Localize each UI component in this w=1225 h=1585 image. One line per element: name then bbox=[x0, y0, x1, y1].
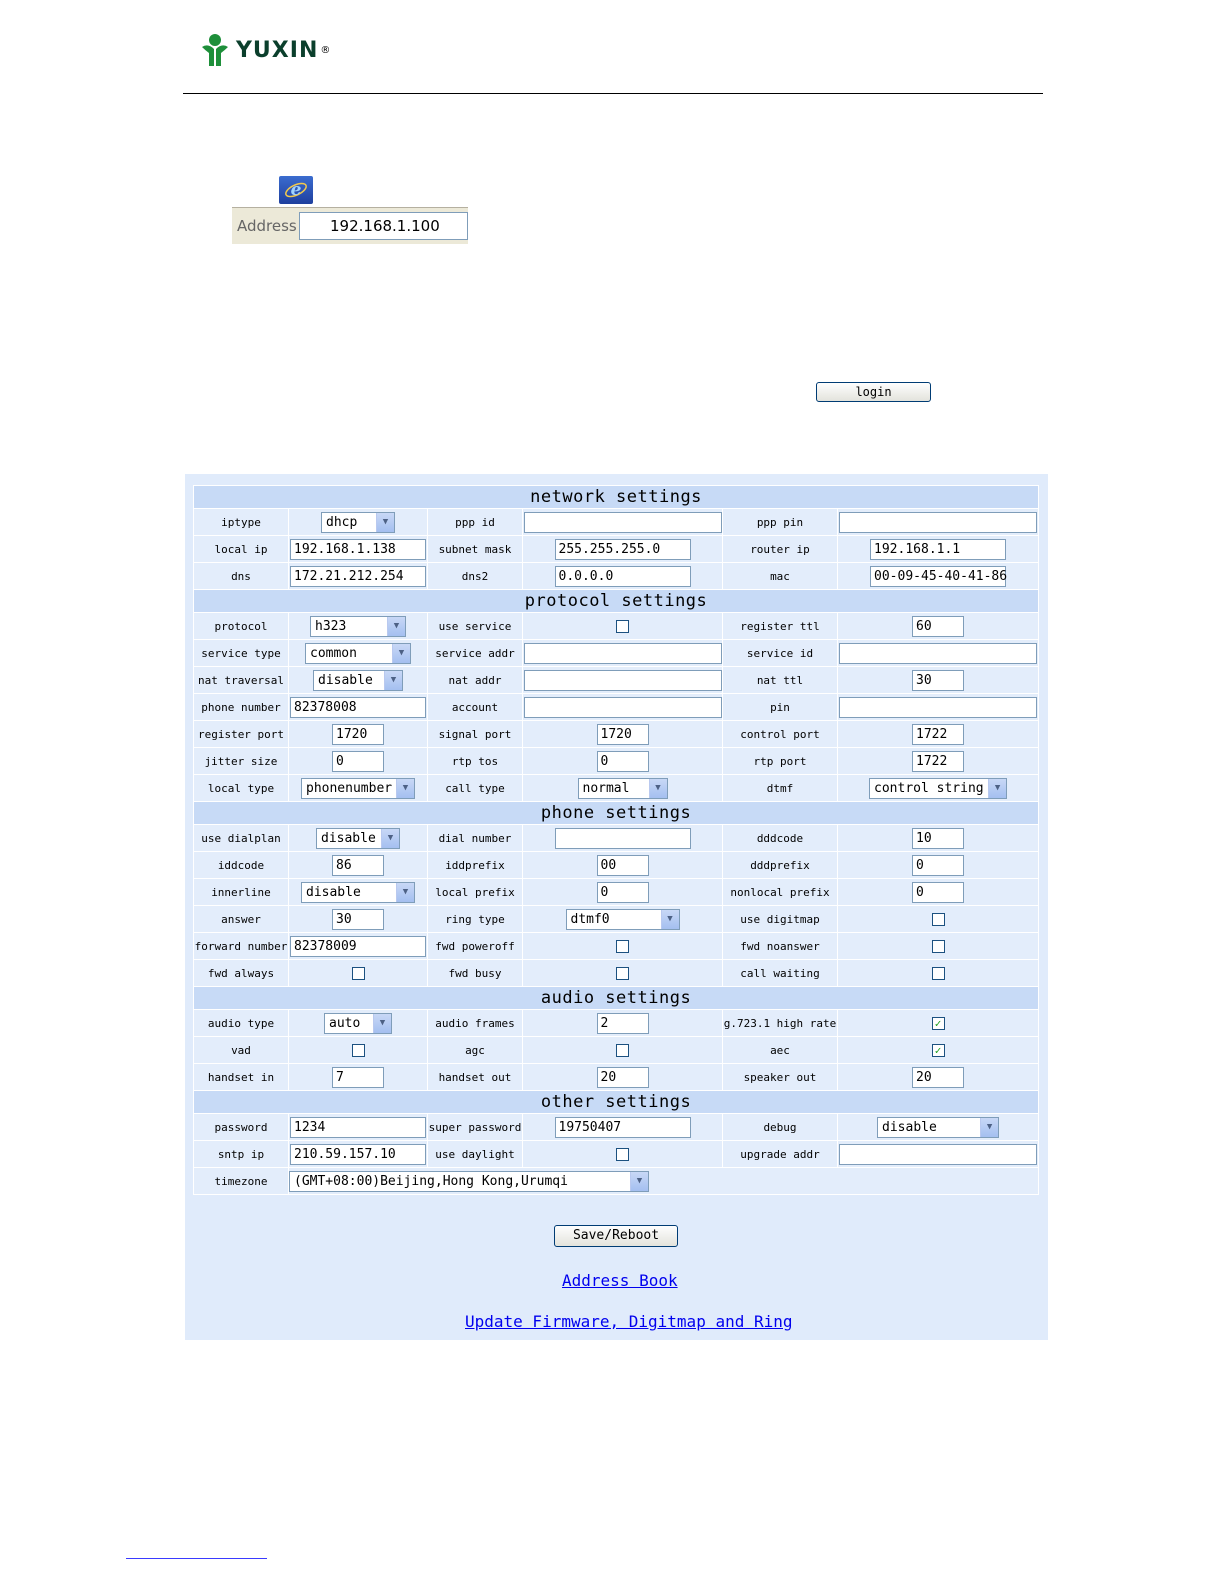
dns-input[interactable]: 172.21.212.254 bbox=[290, 566, 426, 587]
local-prefix-input[interactable]: 0 bbox=[597, 882, 649, 903]
dial-number-input[interactable] bbox=[555, 828, 691, 849]
dddprefix-label: dddprefix bbox=[723, 852, 837, 878]
subnet-mask-label: subnet mask bbox=[428, 536, 522, 562]
address-book-link[interactable]: Address Book bbox=[562, 1271, 678, 1290]
audio-frames-label: audio frames bbox=[428, 1010, 522, 1036]
browser-address-bar bbox=[232, 207, 468, 244]
vad-checkbox[interactable] bbox=[352, 1044, 365, 1057]
timezone-label: timezone bbox=[194, 1168, 288, 1194]
vad-label: vad bbox=[194, 1037, 288, 1063]
debug-select[interactable]: disable ▼ bbox=[877, 1117, 999, 1138]
use-dialplan-select[interactable]: disable ▼ bbox=[316, 828, 400, 849]
ppp-id-label: ppp id bbox=[428, 509, 522, 535]
local-prefix-label: local prefix bbox=[428, 879, 522, 905]
nat-addr-label: nat addr bbox=[428, 667, 522, 693]
nat-traversal-select[interactable]: disable ▼ bbox=[313, 670, 403, 691]
g7231-high-rate-checkbox[interactable]: ✓ bbox=[932, 1017, 945, 1030]
local-type-label: local type bbox=[194, 775, 288, 801]
sntp-ip-label: sntp ip bbox=[194, 1141, 288, 1167]
debug-label: debug bbox=[723, 1114, 837, 1140]
internet-explorer-icon[interactable] bbox=[279, 176, 313, 204]
chevron-down-icon: ▼ bbox=[649, 779, 667, 798]
password-input[interactable]: 1234 bbox=[290, 1117, 426, 1138]
dns2-input[interactable]: 0.0.0.0 bbox=[555, 566, 691, 587]
chevron-down-icon: ▼ bbox=[396, 779, 414, 798]
g7231-high-rate-label: g.723.1 high rate bbox=[723, 1010, 837, 1036]
use-service-checkbox[interactable] bbox=[616, 620, 629, 633]
handset-out-input[interactable]: 20 bbox=[597, 1067, 649, 1088]
iddprefix-input[interactable]: 00 bbox=[597, 855, 649, 876]
use-daylight-label: use daylight bbox=[428, 1141, 522, 1167]
ring-type-label: ring type bbox=[428, 906, 522, 932]
chevron-down-icon: ▼ bbox=[384, 671, 402, 690]
dns2-label: dns2 bbox=[428, 563, 522, 589]
chevron-down-icon: ▼ bbox=[373, 1014, 391, 1033]
local-type-select[interactable]: phonenumber ▼ bbox=[301, 778, 415, 799]
nat-traversal-label: nat traversal bbox=[194, 667, 288, 693]
local-ip-label: local ip bbox=[194, 536, 288, 562]
ppp-pin-input[interactable] bbox=[839, 512, 1037, 533]
mac-label: mac bbox=[723, 563, 837, 589]
rtp-port-label: rtp port bbox=[723, 748, 837, 774]
dial-number-label: dial number bbox=[428, 825, 522, 851]
iddprefix-label: iddprefix bbox=[428, 852, 522, 878]
upgrade-addr-label: upgrade addr bbox=[723, 1141, 837, 1167]
pin-input[interactable] bbox=[839, 697, 1037, 718]
aec-checkbox[interactable]: ✓ bbox=[932, 1044, 945, 1057]
upgrade-addr-input[interactable] bbox=[839, 1144, 1037, 1165]
fwd-always-label: fwd always bbox=[194, 960, 288, 986]
login-button[interactable]: login bbox=[816, 382, 931, 402]
service-type-select[interactable]: common ▼ bbox=[305, 643, 411, 664]
nat-ttl-label: nat ttl bbox=[723, 667, 837, 693]
fwd-poweroff-checkbox[interactable] bbox=[616, 940, 629, 953]
service-addr-label: service addr bbox=[428, 640, 522, 666]
super-password-label: super password bbox=[428, 1114, 522, 1140]
service-id-label: service id bbox=[723, 640, 837, 666]
ppp-id-input[interactable] bbox=[524, 512, 722, 533]
other-settings-heading: other settings bbox=[194, 1091, 1038, 1113]
handset-in-label: handset in bbox=[194, 1064, 288, 1090]
audio-type-select[interactable]: auto ▼ bbox=[324, 1013, 392, 1034]
register-ttl-label: register ttl bbox=[723, 613, 837, 639]
router-ip-label: router ip bbox=[723, 536, 837, 562]
header-divider bbox=[183, 93, 1043, 94]
dtmf-label: dtmf bbox=[723, 775, 837, 801]
chevron-down-icon: ▼ bbox=[396, 883, 414, 902]
fwd-busy-label: fwd busy bbox=[428, 960, 522, 986]
call-waiting-checkbox[interactable] bbox=[932, 967, 945, 980]
account-label: account bbox=[428, 694, 522, 720]
use-digitmap-checkbox[interactable] bbox=[932, 913, 945, 926]
use-service-label: use service bbox=[428, 613, 522, 639]
register-port-label: register port bbox=[194, 721, 288, 747]
dddprefix-input[interactable]: 0 bbox=[912, 855, 964, 876]
nonlocal-prefix-input[interactable]: 0 bbox=[912, 882, 964, 903]
protocol-settings-heading: protocol settings bbox=[194, 590, 1038, 612]
update-firmware-link[interactable]: Update Firmware, Digitmap and Ring bbox=[465, 1312, 793, 1331]
nat-addr-input[interactable] bbox=[524, 670, 722, 691]
chevron-down-icon: ▼ bbox=[387, 617, 405, 636]
timezone-select[interactable]: (GMT+08:00)Beijing,Hong Kong,Urumqi ▼ bbox=[289, 1171, 649, 1192]
service-id-input[interactable] bbox=[839, 643, 1037, 664]
rtp-tos-input[interactable]: 0 bbox=[597, 751, 649, 772]
dns-label: dns bbox=[194, 563, 288, 589]
dddcode-input[interactable]: 10 bbox=[912, 828, 964, 849]
forward-number-input[interactable]: 82378009 bbox=[290, 936, 426, 957]
service-addr-input[interactable] bbox=[524, 643, 722, 664]
phone-number-label: phone number bbox=[194, 694, 288, 720]
ppp-pin-label: ppp pin bbox=[723, 509, 837, 535]
fwd-noanswer-checkbox[interactable] bbox=[932, 940, 945, 953]
audio-settings-heading: audio settings bbox=[194, 987, 1038, 1009]
agc-label: agc bbox=[428, 1037, 522, 1063]
yuxin-logo bbox=[200, 32, 330, 68]
answer-input[interactable]: 30 bbox=[332, 909, 384, 930]
dddcode-label: dddcode bbox=[723, 825, 837, 851]
router-ip-input[interactable]: 192.168.1.1 bbox=[870, 539, 1006, 560]
chevron-down-icon: ▼ bbox=[661, 910, 679, 929]
yuxin-logo-mark-icon bbox=[200, 33, 230, 67]
signal-port-input[interactable]: 1720 bbox=[597, 724, 649, 745]
chevron-down-icon: ▼ bbox=[988, 779, 1006, 798]
settings-panel bbox=[185, 474, 1048, 1340]
rtp-tos-label: rtp tos bbox=[428, 748, 522, 774]
brand-name: YUXIN bbox=[236, 37, 319, 63]
use-dialplan-label: use dialplan bbox=[194, 825, 288, 851]
fwd-noanswer-label: fwd noanswer bbox=[723, 933, 837, 959]
service-type-label: service type bbox=[194, 640, 288, 666]
innerline-label: innerline bbox=[194, 879, 288, 905]
chevron-down-icon: ▼ bbox=[381, 829, 399, 848]
chevron-down-icon: ▼ bbox=[376, 513, 394, 532]
jitter-size-label: jitter size bbox=[194, 748, 288, 774]
phone-number-input[interactable]: 82378008 bbox=[290, 697, 426, 718]
iptype-select[interactable]: dhcp ▼ bbox=[321, 512, 395, 533]
agc-checkbox[interactable] bbox=[616, 1044, 629, 1057]
call-type-select[interactable]: normal ▼ bbox=[578, 778, 668, 799]
ring-type-select[interactable]: dtmf0 ▼ bbox=[566, 909, 680, 930]
address-label: Address bbox=[237, 217, 297, 235]
register-port-input[interactable]: 1720 bbox=[332, 724, 384, 745]
signal-port-label: signal port bbox=[428, 721, 522, 747]
answer-label: answer bbox=[194, 906, 288, 932]
phone-settings-heading: phone settings bbox=[194, 802, 1038, 824]
address-input[interactable]: 192.168.1.100 bbox=[299, 212, 468, 240]
use-daylight-checkbox[interactable] bbox=[616, 1148, 629, 1161]
dtmf-select[interactable]: control string ▼ bbox=[869, 778, 1007, 799]
save-reboot-button[interactable]: Save/Reboot bbox=[554, 1225, 678, 1247]
password-label: password bbox=[194, 1114, 288, 1140]
fwd-poweroff-label: fwd poweroff bbox=[428, 933, 522, 959]
nat-ttl-input[interactable]: 30 bbox=[912, 670, 964, 691]
nonlocal-prefix-label: nonlocal prefix bbox=[723, 879, 837, 905]
fwd-always-checkbox[interactable] bbox=[352, 967, 365, 980]
subnet-mask-input[interactable]: 255.255.255.0 bbox=[555, 539, 691, 560]
mac-input[interactable]: 00-09-45-40-41-86 bbox=[870, 566, 1006, 587]
speaker-out-input[interactable]: 20 bbox=[912, 1067, 964, 1088]
iddcode-label: iddcode bbox=[194, 852, 288, 878]
chevron-down-icon: ▼ bbox=[392, 644, 410, 663]
pin-label: pin bbox=[723, 694, 837, 720]
sntp-ip-input[interactable]: 210.59.157.10 bbox=[290, 1144, 426, 1165]
forward-number-label: forward number bbox=[194, 933, 288, 959]
svg-text:e: e bbox=[290, 180, 302, 200]
iddcode-input[interactable]: 86 bbox=[332, 855, 384, 876]
audio-type-label: audio type bbox=[194, 1010, 288, 1036]
control-port-label: control port bbox=[723, 721, 837, 747]
handset-in-input[interactable]: 7 bbox=[332, 1067, 384, 1088]
local-ip-input[interactable]: 192.168.1.138 bbox=[290, 539, 426, 560]
protocol-label: protocol bbox=[194, 613, 288, 639]
speaker-out-label: speaker out bbox=[723, 1064, 837, 1090]
rtp-port-input[interactable]: 1722 bbox=[912, 751, 964, 772]
call-type-label: call type bbox=[428, 775, 522, 801]
super-password-input[interactable]: 19750407 bbox=[555, 1117, 691, 1138]
network-settings-heading: network settings bbox=[194, 486, 1038, 508]
fwd-busy-checkbox[interactable] bbox=[616, 967, 629, 980]
iptype-label: iptype bbox=[194, 509, 288, 535]
settings-table bbox=[193, 485, 1039, 1195]
register-ttl-input[interactable]: 60 bbox=[912, 616, 964, 637]
chevron-down-icon: ▼ bbox=[980, 1118, 998, 1137]
innerline-select[interactable]: disable ▼ bbox=[301, 882, 415, 903]
registered-mark: ® bbox=[320, 44, 331, 56]
protocol-select[interactable]: h323 ▼ bbox=[310, 616, 406, 637]
control-port-input[interactable]: 1722 bbox=[912, 724, 964, 745]
audio-frames-input[interactable]: 2 bbox=[597, 1013, 649, 1034]
footer-divider bbox=[126, 1558, 267, 1559]
aec-label: aec bbox=[723, 1037, 837, 1063]
account-input[interactable] bbox=[524, 697, 722, 718]
jitter-size-input[interactable]: 0 bbox=[332, 751, 384, 772]
call-waiting-label: call waiting bbox=[723, 960, 837, 986]
handset-out-label: handset out bbox=[428, 1064, 522, 1090]
use-digitmap-label: use digitmap bbox=[723, 906, 837, 932]
chevron-down-icon: ▼ bbox=[630, 1172, 648, 1191]
